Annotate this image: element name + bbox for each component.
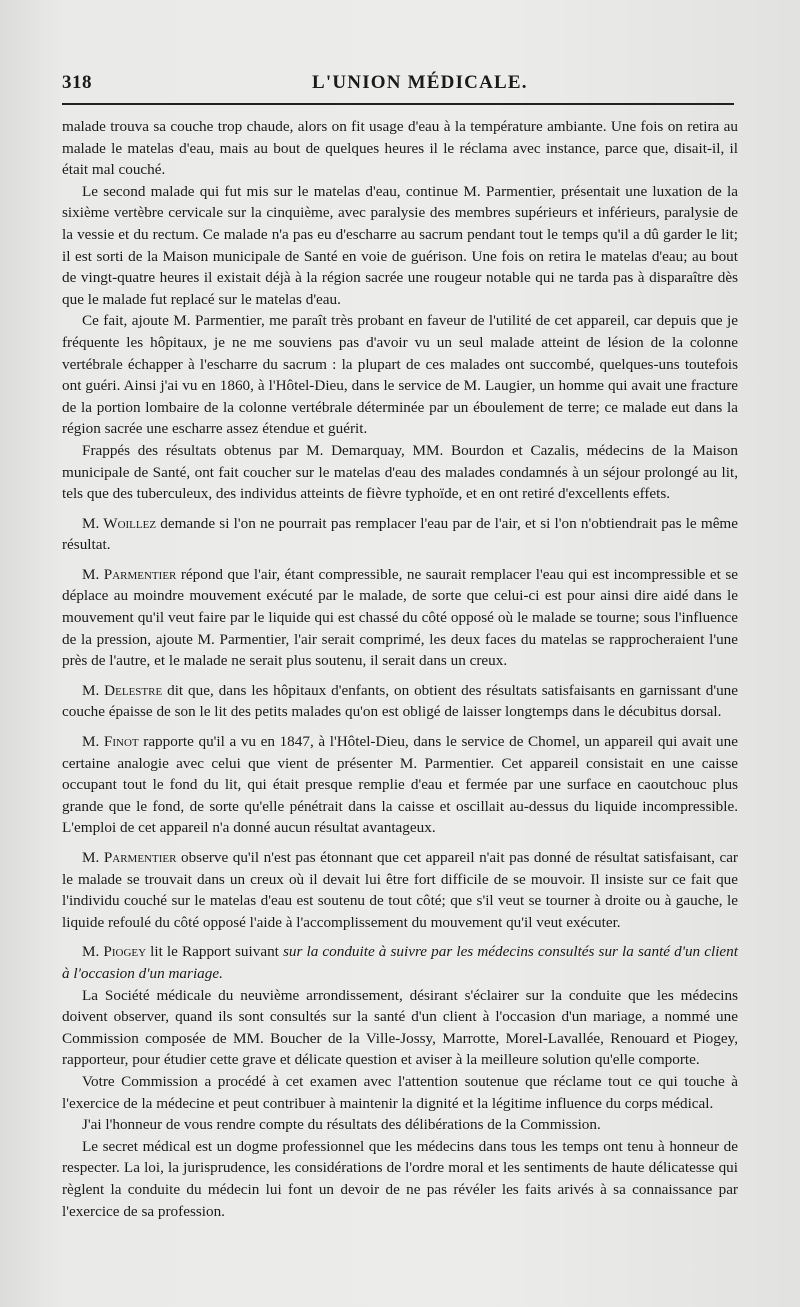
paragraph-text: La Société médicale du neuvième arrondissement, désirant s'éclairer sur la conduite que les médecins doivent observer, quand ils sont consultés sur la santé d'un client à l'occasion d'un mariage, a nommé une Commission composée de MM. Boucher de la Ville-Jossy, Marrotte, Morel-Lavallée, Renouard et Piogey, rapporteur, pour étudier cette grave et délicate question et aviser à la meilleure solution qu'elle comporte.	[62, 986, 738, 1069]
paragraph-text: dit que, dans les hôpitaux d'enfants, on obtient des résultats satisfaisants en garnissant d'une couche épaisse de son le lit des petits malades qu'on est obligé de laisser longtemps dans le décubitus dorsal.	[62, 681, 738, 721]
paragraph-text: rapporte qu'il a vu en 1847, à l'Hôtel-Dieu, dans le service de Chomel, un appareil qui avait une certaine analogie avec celui que vient de présenter M. Parmentier. Cet appareil consistait en une caisse occupant tout le fond du lit, qui était presque remplie d'eau et fermée par une surface en caoutchouc plus grande que le fond, de sorte qu'elle pénétrait dans la caisse et oscillait au-dessus du liquide incompressible. L'emploi de cet appareil n'a donné aucun résultat avantageux.	[62, 733, 738, 837]
paragraph	[62, 847, 738, 933]
speaker-name: M. Parmentier	[82, 849, 177, 866]
speaker-name: M. Finot	[82, 733, 139, 751]
paragraph-text: demande si l'on ne pourrait pas remplacer l'eau par de l'air, et si l'on n'obtiendrait pas le même résultat.	[62, 514, 738, 554]
paragraph-text: Le secret médical est un dogme professionnel que les médecins dans tous les temps ont tenu à honneur de respecter. La loi, la jurisprudence, les considérations de l'ordre moral et les sentiments de haute délicatesse qui règlent la conduite du médecin lui font un devoir de ne pas révéler les faits arivés à sa connaissance par l'exercice de sa profession.	[62, 1137, 738, 1220]
paragraph-text: malade trouva sa couche trop chaude, alors on fit usage d'eau à la température ambiante. Une fois on retira au malade le matelas d'eau, mais au bout de quelques heures il le réclama avec instance, parce que, disait-il, il était mal couché.	[62, 118, 738, 179]
paragraph	[62, 1114, 738, 1136]
journal-title: L'UNION MÉDICALE.	[312, 72, 528, 93]
paragraph-text: Votre Commission a procédé à cet examen avec l'attention soutenue que réclame tout ce qui touche à l'exercice de la médecine et peut contribuer à maintenir la dignité et la légitime influence du corps médical.	[62, 1072, 738, 1112]
paragraph-text: Frappés des résultats obtenus par M. Demarquay, MM. Bourdon et Cazalis, médecins de la Maison municipale de Santé, ont fait coucher sur le matelas d'eau des malades condamnés à un séjour prolongé au lit, tels que des tuberculeux, des individus atteints de fièvre typhoïde, et en ont retiré d'excellents effets.	[62, 441, 738, 503]
page-number: 318	[62, 72, 92, 93]
speaker-name: M. Piogey	[82, 943, 147, 961]
speaker-name: M. Woillez	[82, 514, 157, 532]
paragraph	[62, 564, 738, 672]
paragraph	[62, 731, 738, 839]
paragraph	[62, 680, 738, 723]
paragraph	[62, 1136, 738, 1222]
paragraph	[62, 440, 738, 505]
paragraph-text: Le second malade qui fut mis sur le matelas d'eau, continue M. Parmentier, présentait une luxation de la sixième vertèbre cervicale sur la cinquième, avec paralysie des membres supérieurs et inférieurs, paralysie de la vessie et du rectum. Ce malade n'a pas eu d'escharre au sacrum pendant tout le temps qu'il a dû garder le lit; il est sorti de la Maison municipale de Santé en voie de guérison. Une fois on retira le matelas d'eau; au bout de vingt-quatre heures il existait déjà à la région sacrée une rougeur notable qui ne tarda pas à disparaître dès que le malade fut replacé sur le matelas d'eau.	[62, 182, 738, 308]
article-body	[62, 116, 738, 1222]
paragraph-text: Ce fait, ajoute M. Parmentier, me paraît très probant en faveur de l'utilité de cet appareil, car depuis que je fréquente les hôpitaux, je ne me souviens pas d'avoir vu un seul malade atteint de lésion de la colonne vertébrale échapper à l'escharre du sacrum : la plupart de ces malades ont succombé, quelques-uns toutefois ont guéri. Ainsi j'ai vu en 1860, à l'Hôtel-Dieu, dans le service de M. Laugier, un homme qui avait une fracture de la portion lombaire de la colonne vertébrale déterminée par un éboulement de terre; ce malade eut dans la région sacrée une escharre assez étendue et guérit.	[62, 312, 738, 438]
paragraph-text: J'ai l'honneur de vous rendre compte du résultats des délibérations de la Commission.	[82, 1116, 601, 1134]
paragraph	[62, 116, 738, 181]
speaker-name: M. Delestre	[82, 681, 163, 699]
paragraph	[62, 985, 738, 1071]
paragraph	[62, 941, 738, 984]
paragraph	[62, 513, 738, 556]
paragraph-text: répond que l'air, étant compressible, ne saurait remplacer l'eau qui est incompressible et se déplace au moindre mouvement exécuté par le malade, de sorte que celui-ci est pour ainsi dire aidé dans le mouvement qu'il veut faire par le liquide qui est chassé du côté opposé où le malade se tourne; sous l'influence de la pression, ajoute M. Parmentier, l'air serait comprimé, les deux faces du matelas se rapprocheraient l'une près de l'autre, et le malade ne serait plus soutenu, il serait dans un creux.	[62, 565, 738, 670]
paragraph-text: observe qu'il n'est pas étonnant que cet appareil n'ait pas donné de résultat satisfaisant, car le malade se trouvait dans un creux où il devait lui être fort difficile de se mouvoir. Il insiste sur ce fait que l'individu couché sur le matelas d'eau est soutenu de tout côté; que s'il veut se tourner à droite ou à gauche, le liquide refoulé du côté opposé l'aide à l'accomplissement du mouvement qu'il veut exécuter.	[62, 849, 738, 931]
report-title: sur la conduite à suivre par les médecins consultés sur la santé d'un client à l'occasion d'un mariage.	[62, 943, 738, 982]
paragraph	[62, 310, 738, 440]
running-header	[62, 72, 738, 102]
paragraph	[62, 181, 738, 311]
paragraph	[62, 1071, 738, 1114]
paragraph-text: lit le Rapport suivant	[146, 943, 283, 961]
speaker-name: M. Parmentier	[82, 565, 177, 583]
header-rule	[62, 103, 734, 105]
